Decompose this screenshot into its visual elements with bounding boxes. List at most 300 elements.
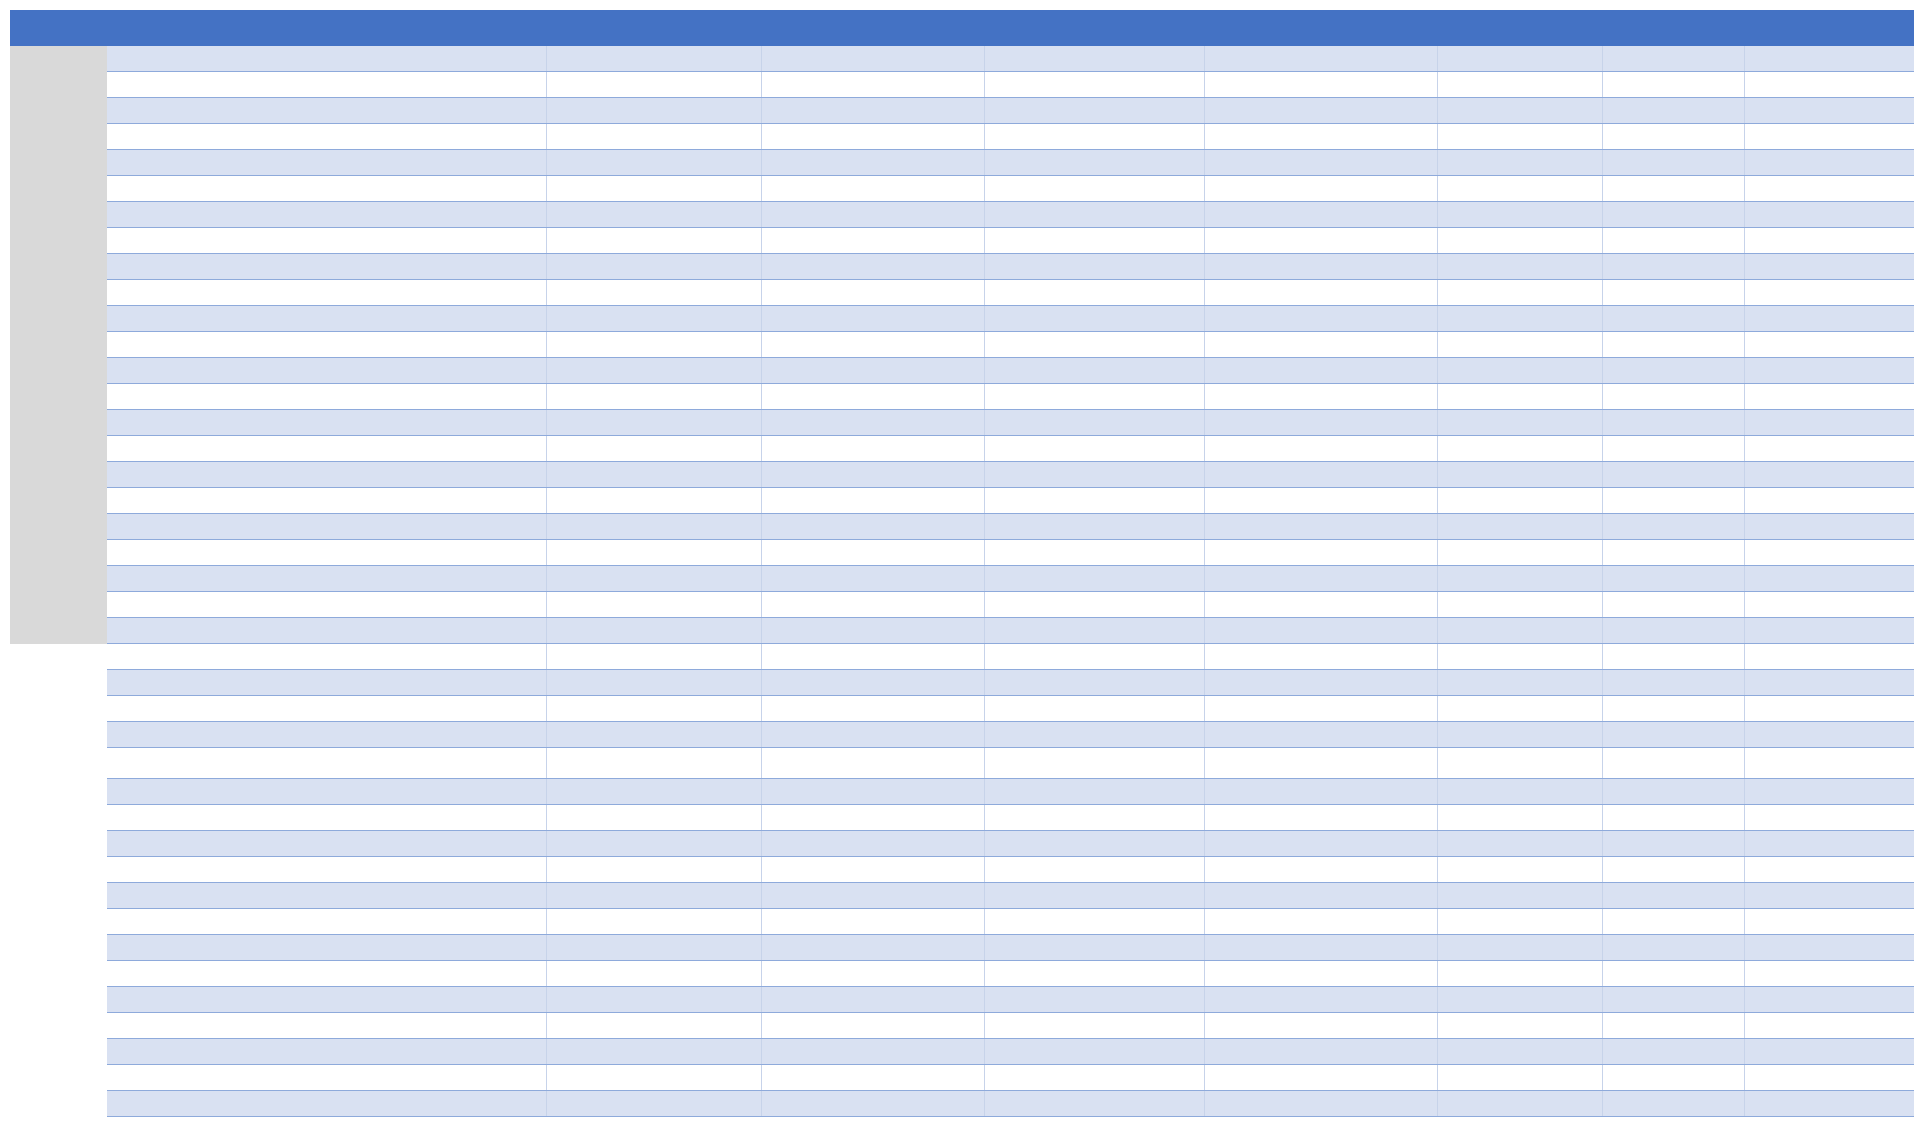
cell-install [1745,831,1914,856]
cell-thrust [1603,306,1745,331]
cell-weight [1438,98,1603,123]
cell-weight [1438,176,1603,201]
cell-power [547,670,762,695]
cell-power [547,202,762,227]
cell-thrust [1603,462,1745,487]
table-row [107,618,1914,644]
cell-current [762,98,985,123]
cell-power [547,488,762,513]
cell-thrust [1603,566,1745,591]
cell-power [547,566,762,591]
cell-diameter [985,722,1205,747]
cell-current [762,410,985,435]
table-row [107,410,1914,436]
cell-weight [1438,566,1603,591]
cell-install [1745,1065,1914,1090]
cell-model [107,831,547,856]
cell-weight [1438,462,1603,487]
cell-install [1745,748,1914,778]
cell-speed [1205,909,1438,934]
cell-thrust [1603,857,1745,882]
cell-current [762,46,985,71]
cell-current [762,696,985,721]
cell-current [762,722,985,747]
cell-weight [1438,1091,1603,1116]
table-row [107,436,1914,462]
cell-power [547,935,762,960]
cell-thrust [1603,987,1745,1012]
cell-model [107,1091,547,1116]
cell-install [1745,46,1914,71]
cell-install [1745,1039,1914,1064]
cell-power [547,332,762,357]
cell-weight [1438,228,1603,253]
header-name [10,10,107,46]
cell-power [547,883,762,908]
cell-model [107,514,547,539]
cell-speed [1205,566,1438,591]
cell-thrust [1603,98,1745,123]
cell-diameter [985,1013,1205,1038]
cell-thrust [1603,644,1745,669]
cell-speed [1205,98,1438,123]
cell-power [547,779,762,804]
cell-install [1745,1091,1914,1116]
cell-model [107,883,547,908]
cell-weight [1438,592,1603,617]
cell-model [107,98,547,123]
cell-speed [1205,961,1438,986]
cell-weight [1438,805,1603,830]
cell-weight [1438,1039,1603,1064]
cell-weight [1438,280,1603,305]
table-row [107,384,1914,410]
header-model [107,10,547,46]
cell-thrust [1603,696,1745,721]
cell-speed [1205,46,1438,71]
cell-thrust [1603,46,1745,71]
cell-current [762,644,985,669]
cell-speed [1205,722,1438,747]
cell-current [762,909,985,934]
cell-power [547,696,762,721]
cell-current [762,987,985,1012]
cell-install [1745,961,1914,986]
cell-speed [1205,306,1438,331]
cell-current [762,779,985,804]
cell-model [107,72,547,97]
table-row [107,566,1914,592]
cell-model [107,722,547,747]
cell-weight [1438,384,1603,409]
cell-speed [1205,592,1438,617]
cell-diameter [985,618,1205,643]
cell-power [547,410,762,435]
table-row [107,935,1914,961]
cell-current [762,883,985,908]
cell-diameter [985,696,1205,721]
cell-power [547,1065,762,1090]
cell-weight [1438,72,1603,97]
cell-diameter [985,332,1205,357]
cell-diameter [985,202,1205,227]
cell-speed [1205,488,1438,513]
cell-diameter [985,935,1205,960]
cell-install [1745,72,1914,97]
cell-diameter [985,883,1205,908]
cell-diameter [985,831,1205,856]
cell-speed [1205,883,1438,908]
cell-thrust [1603,722,1745,747]
cell-diameter [985,779,1205,804]
cell-speed [1205,202,1438,227]
cell-weight [1438,961,1603,986]
cell-diameter [985,987,1205,1012]
header-thrust [1603,10,1745,46]
table-row [107,909,1914,935]
cell-speed [1205,410,1438,435]
cell-current [762,124,985,149]
cell-install [1745,805,1914,830]
cell-speed [1205,332,1438,357]
cell-install [1745,436,1914,461]
cell-install [1745,857,1914,882]
table-row [107,306,1914,332]
cell-speed [1205,436,1438,461]
table-row [107,72,1914,98]
cell-weight [1438,644,1603,669]
table-row [107,1091,1914,1117]
cell-diameter [985,436,1205,461]
cell-diameter [985,124,1205,149]
cell-install [1745,254,1914,279]
cell-thrust [1603,72,1745,97]
cell-speed [1205,748,1438,778]
cell-model [107,228,547,253]
cell-speed [1205,514,1438,539]
cell-speed [1205,176,1438,201]
table-row [107,722,1914,748]
cell-weight [1438,488,1603,513]
cell-current [762,670,985,695]
header-power [547,10,762,46]
cell-power [547,540,762,565]
cell-model [107,280,547,305]
cell-install [1745,462,1914,487]
cell-model [107,332,547,357]
cell-install [1745,410,1914,435]
cell-install [1745,618,1914,643]
table-row [107,831,1914,857]
cell-thrust [1603,670,1745,695]
cell-speed [1205,150,1438,175]
header-speed [1205,10,1438,46]
table-row [107,644,1914,670]
group-submersible-mixer [10,46,107,644]
cell-power [547,72,762,97]
cell-power [547,514,762,539]
cell-power [547,961,762,986]
cell-weight [1438,1013,1603,1038]
cell-weight [1438,150,1603,175]
cell-weight [1438,987,1603,1012]
cell-install [1745,202,1914,227]
cell-current [762,176,985,201]
cell-thrust [1603,592,1745,617]
cell-diameter [985,566,1205,591]
cell-thrust [1603,280,1745,305]
cell-thrust [1603,909,1745,934]
cell-model [107,644,547,669]
cell-model [107,254,547,279]
cell-speed [1205,935,1438,960]
table-row [107,488,1914,514]
cell-thrust [1603,961,1745,986]
cell-diameter [985,1065,1205,1090]
table-row [107,358,1914,384]
table-row [107,540,1914,566]
table-row [107,670,1914,696]
cell-model [107,748,547,778]
cell-thrust [1603,1039,1745,1064]
cell-weight [1438,540,1603,565]
cell-speed [1205,1065,1438,1090]
cell-model [107,592,547,617]
cell-install [1745,670,1914,695]
cell-speed [1205,1013,1438,1038]
cell-install [1745,306,1914,331]
cell-model [107,384,547,409]
cell-model [107,306,547,331]
cell-thrust [1603,748,1745,778]
cell-diameter [985,410,1205,435]
table-row [107,98,1914,124]
cell-install [1745,987,1914,1012]
table-row [107,857,1914,883]
cell-current [762,280,985,305]
cell-thrust [1603,935,1745,960]
table-row [107,805,1914,831]
cell-model [107,909,547,934]
cell-model [107,1039,547,1064]
cell-thrust [1603,176,1745,201]
cell-current [762,1091,985,1116]
cell-speed [1205,540,1438,565]
cell-speed [1205,280,1438,305]
cell-power [547,462,762,487]
table-row [107,961,1914,987]
cell-weight [1438,909,1603,934]
cell-install [1745,644,1914,669]
cell-diameter [985,857,1205,882]
cell-current [762,202,985,227]
table-row [107,1013,1914,1039]
cell-install [1745,909,1914,934]
cell-power [547,176,762,201]
cell-model [107,150,547,175]
cell-power [547,831,762,856]
table-row [107,462,1914,488]
cell-model [107,488,547,513]
cell-diameter [985,909,1205,934]
cell-install [1745,722,1914,747]
cell-weight [1438,514,1603,539]
cell-power [547,987,762,1012]
cell-current [762,488,985,513]
cell-diameter [985,46,1205,71]
cell-thrust [1603,410,1745,435]
cell-current [762,805,985,830]
table-row [107,987,1914,1013]
cell-diameter [985,150,1205,175]
cell-weight [1438,883,1603,908]
cell-install [1745,540,1914,565]
cell-power [547,1013,762,1038]
cell-weight [1438,332,1603,357]
cell-install [1745,566,1914,591]
table-row [107,254,1914,280]
cell-model [107,696,547,721]
cell-model [107,566,547,591]
cell-model [107,176,547,201]
cell-speed [1205,358,1438,383]
cell-current [762,228,985,253]
table-row [107,779,1914,805]
cell-model [107,987,547,1012]
cell-speed [1205,831,1438,856]
cell-power [547,150,762,175]
cell-power [547,280,762,305]
cell-model [107,805,547,830]
cell-weight [1438,436,1603,461]
cell-thrust [1603,883,1745,908]
cell-current [762,436,985,461]
cell-speed [1205,384,1438,409]
cell-install [1745,150,1914,175]
cell-install [1745,514,1914,539]
cell-model [107,358,547,383]
cell-current [762,540,985,565]
table-row [107,124,1914,150]
cell-speed [1205,1091,1438,1116]
cell-speed [1205,462,1438,487]
cell-diameter [985,1091,1205,1116]
cell-power [547,254,762,279]
cell-thrust [1603,228,1745,253]
cell-weight [1438,306,1603,331]
cell-speed [1205,228,1438,253]
header-weight [1438,10,1603,46]
cell-diameter [985,748,1205,778]
cell-thrust [1603,384,1745,409]
cell-diameter [985,540,1205,565]
cell-diameter [985,961,1205,986]
table-row [107,1039,1914,1065]
cell-speed [1205,805,1438,830]
cell-speed [1205,254,1438,279]
cell-power [547,722,762,747]
cell-diameter [985,358,1205,383]
cell-power [547,909,762,934]
cell-power [547,124,762,149]
cell-install [1745,935,1914,960]
cell-weight [1438,1065,1603,1090]
cell-thrust [1603,540,1745,565]
cell-thrust [1603,150,1745,175]
cell-diameter [985,514,1205,539]
cell-weight [1438,831,1603,856]
cell-weight [1438,618,1603,643]
cell-current [762,618,985,643]
cell-install [1745,384,1914,409]
cell-model [107,462,547,487]
cell-speed [1205,987,1438,1012]
cell-install [1745,883,1914,908]
cell-current [762,935,985,960]
header-diameter [985,10,1205,46]
cell-diameter [985,805,1205,830]
cell-speed [1205,670,1438,695]
cell-power [547,618,762,643]
cell-thrust [1603,618,1745,643]
cell-power [547,358,762,383]
cell-diameter [985,670,1205,695]
cell-weight [1438,46,1603,71]
cell-thrust [1603,1091,1745,1116]
cell-current [762,1039,985,1064]
cell-speed [1205,72,1438,97]
cell-thrust [1603,202,1745,227]
cell-current [762,1065,985,1090]
table-row [107,592,1914,618]
cell-power [547,805,762,830]
cell-model [107,857,547,882]
cell-power [547,436,762,461]
cell-weight [1438,935,1603,960]
cell-install [1745,228,1914,253]
table-row [107,1065,1914,1091]
cell-thrust [1603,1065,1745,1090]
cell-thrust [1603,124,1745,149]
cell-diameter [985,644,1205,669]
cell-current [762,514,985,539]
cell-power [547,384,762,409]
cell-model [107,540,547,565]
cell-diameter [985,488,1205,513]
cell-current [762,592,985,617]
cell-install [1745,280,1914,305]
cell-diameter [985,592,1205,617]
cell-model [107,670,547,695]
cell-thrust [1603,831,1745,856]
cell-weight [1438,254,1603,279]
cell-thrust [1603,514,1745,539]
cell-current [762,358,985,383]
table-row [107,228,1914,254]
table-row [107,696,1914,722]
cell-model [107,1065,547,1090]
table-row [107,883,1914,909]
cell-power [547,1091,762,1116]
cell-diameter [985,228,1205,253]
table-row [107,176,1914,202]
cell-thrust [1603,488,1745,513]
cell-model [107,779,547,804]
cell-current [762,961,985,986]
cell-speed [1205,779,1438,804]
cell-power [547,748,762,778]
cell-thrust [1603,254,1745,279]
